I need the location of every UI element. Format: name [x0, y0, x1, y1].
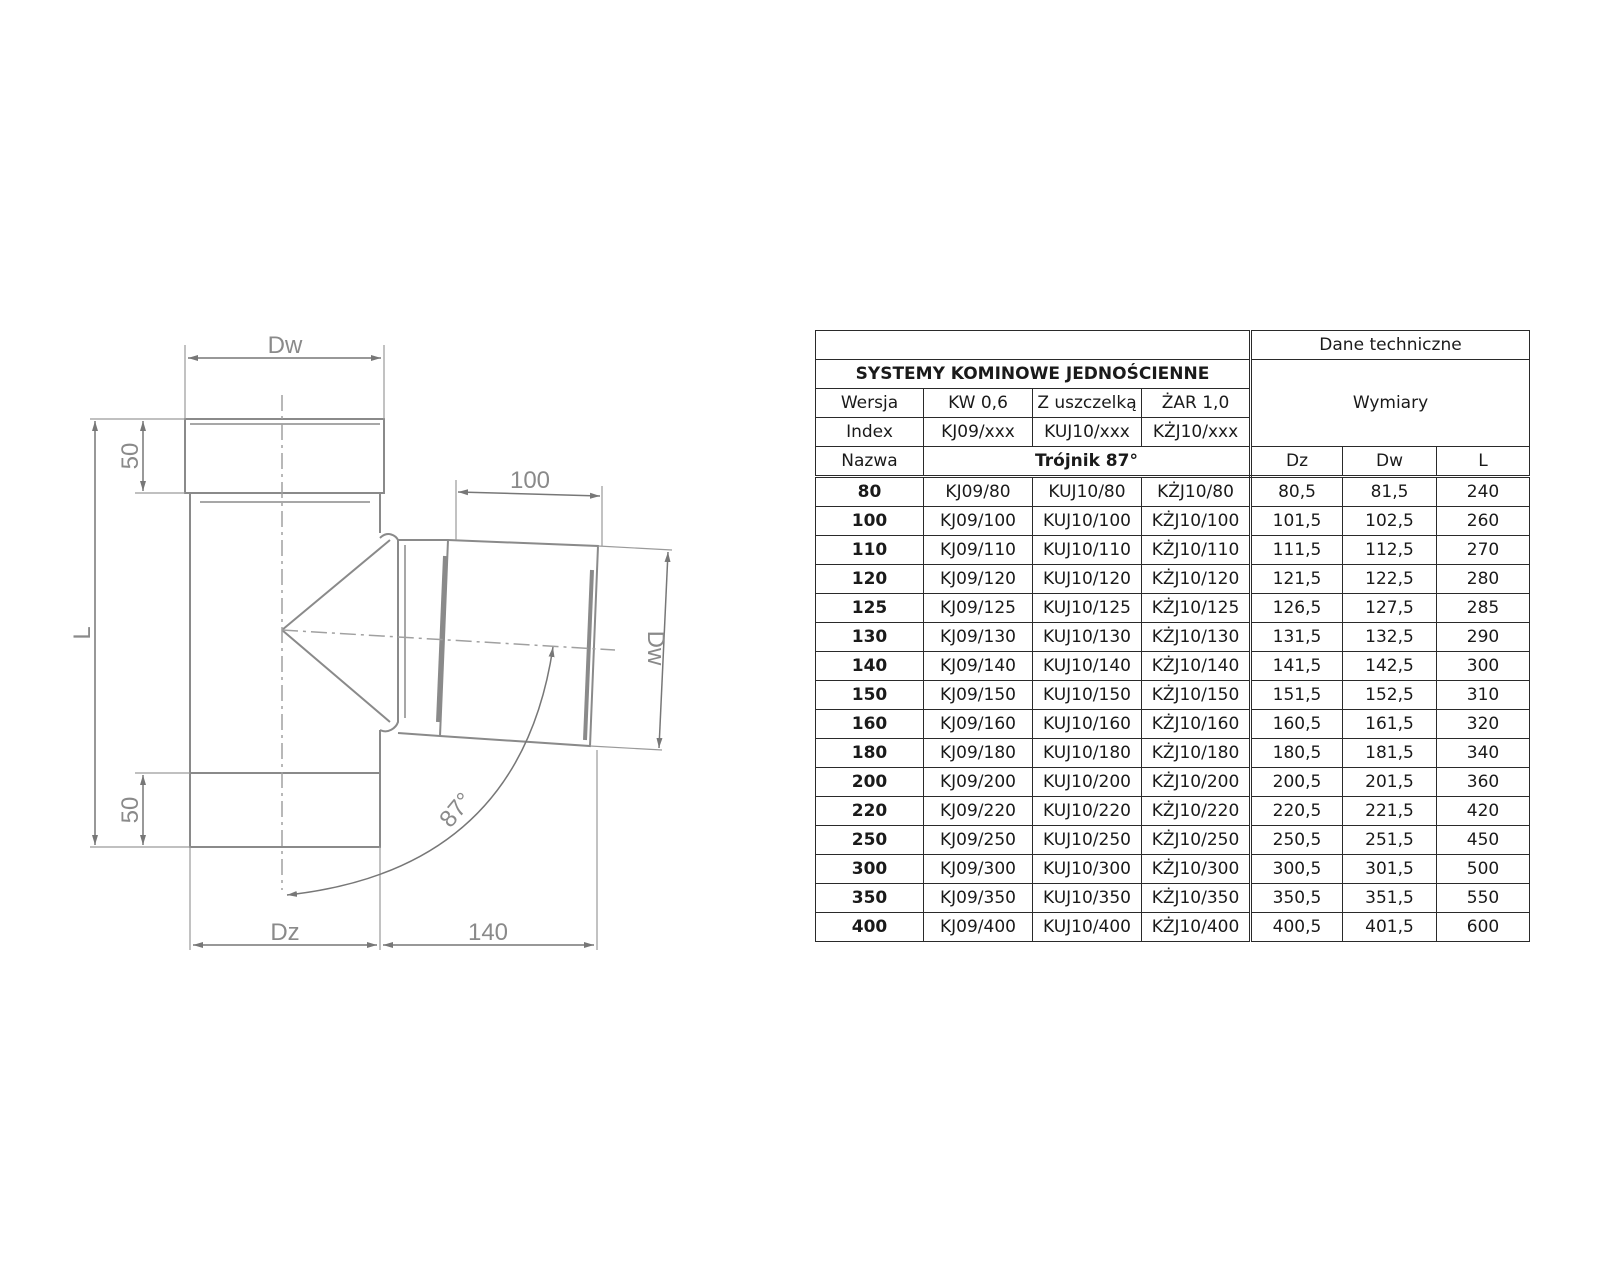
table-header-row [816, 360, 1530, 389]
label-branch-length: 100 [509, 467, 551, 494]
kj-index-cell: KJ09/180 [924, 739, 1033, 768]
dz-cell: 250,5 [1251, 826, 1343, 855]
name-label: Nazwa [816, 447, 924, 477]
version-cell: Z uszczelką [1033, 389, 1142, 418]
table-row [816, 536, 1530, 565]
dz-cell: 180,5 [1251, 739, 1343, 768]
size-cell: 100 [816, 507, 924, 536]
size-cell: 80 [816, 477, 924, 507]
kuj-index-cell: KUJ10/100 [1033, 507, 1142, 536]
length-cell: 310 [1437, 681, 1530, 710]
index-cell: KUJ10/xxx [1033, 418, 1142, 447]
dw-cell: 81,5 [1343, 477, 1437, 507]
dz-cell: 350,5 [1251, 884, 1343, 913]
bottom-section [190, 773, 380, 847]
kj-index-cell: KJ09/100 [924, 507, 1033, 536]
label-bottom-width: Dz [270, 919, 300, 946]
length-cell: 340 [1437, 739, 1530, 768]
dz-cell: 220,5 [1251, 797, 1343, 826]
table-row [816, 681, 1530, 710]
dz-cell: 80,5 [1251, 477, 1343, 507]
length-cell: 260 [1437, 507, 1530, 536]
table-row [816, 594, 1530, 623]
dw-cell: 122,5 [1343, 565, 1437, 594]
kj-index-cell: KJ09/120 [924, 565, 1033, 594]
kj-index-cell: KJ09/250 [924, 826, 1033, 855]
label-offset: 140 [467, 919, 509, 946]
kj-index-cell: KJ09/220 [924, 797, 1033, 826]
kuj-index-cell: KUJ10/110 [1033, 536, 1142, 565]
dz-cell: 111,5 [1251, 536, 1343, 565]
length-cell: 300 [1437, 652, 1530, 681]
dw-cell: 152,5 [1343, 681, 1437, 710]
kuj-index-cell: KUJ10/250 [1033, 826, 1142, 855]
branch-cone [282, 540, 390, 722]
dim-angle-arc [287, 647, 553, 895]
size-cell: 220 [816, 797, 924, 826]
kj-index-cell: KJ09/160 [924, 710, 1033, 739]
dw-cell: 201,5 [1343, 768, 1437, 797]
branch-centerline [282, 630, 615, 650]
dw-cell: 127,5 [1343, 594, 1437, 623]
label-angle: 87° [434, 787, 479, 833]
dz-cell: 131,5 [1251, 623, 1343, 652]
dz-cell: 101,5 [1251, 507, 1343, 536]
size-cell: 120 [816, 565, 924, 594]
kj-index-cell: KJ09/200 [924, 768, 1033, 797]
length-cell: 240 [1437, 477, 1530, 507]
version-cell: ŻAR 1,0 [1142, 389, 1251, 418]
kuj-index-cell: KUJ10/300 [1033, 855, 1142, 884]
dw-cell: 301,5 [1343, 855, 1437, 884]
dim-col-header: Dw [1343, 447, 1437, 477]
kzj-index-cell: KŻJ10/180 [1142, 739, 1251, 768]
dz-cell: 121,5 [1251, 565, 1343, 594]
name-row [816, 447, 1530, 477]
size-cell: 180 [816, 739, 924, 768]
size-cell: 125 [816, 594, 924, 623]
table-row [816, 623, 1530, 652]
length-cell: 500 [1437, 855, 1530, 884]
version-cell: KW 0,6 [924, 389, 1033, 418]
size-cell: 150 [816, 681, 924, 710]
table-header-row [816, 331, 1530, 360]
size-cell: 350 [816, 884, 924, 913]
dw-cell: 102,5 [1343, 507, 1437, 536]
kzj-index-cell: KŻJ10/160 [1142, 710, 1251, 739]
dw-cell: 251,5 [1343, 826, 1437, 855]
kuj-index-cell: KUJ10/80 [1033, 477, 1142, 507]
kzj-index-cell: KŻJ10/400 [1142, 913, 1251, 942]
kuj-index-cell: KUJ10/120 [1033, 565, 1142, 594]
table-row [816, 826, 1530, 855]
kj-index-cell: KJ09/125 [924, 594, 1033, 623]
dim-col-header: Dz [1251, 447, 1343, 477]
dw-cell: 112,5 [1343, 536, 1437, 565]
index-cell: KŻJ10/xxx [1142, 418, 1251, 447]
product-name: Trójnik 87° [924, 447, 1251, 477]
label-top-width: Dw [267, 332, 303, 359]
dw-cell: 132,5 [1343, 623, 1437, 652]
dw-cell: 142,5 [1343, 652, 1437, 681]
spec-table [815, 330, 1530, 942]
kzj-index-cell: KŻJ10/125 [1142, 594, 1251, 623]
length-cell: 360 [1437, 768, 1530, 797]
size-cell: 160 [816, 710, 924, 739]
dz-cell: 200,5 [1251, 768, 1343, 797]
kzj-index-cell: KŻJ10/130 [1142, 623, 1251, 652]
kzj-index-cell: KŻJ10/120 [1142, 565, 1251, 594]
size-cell: 250 [816, 826, 924, 855]
dz-cell: 151,5 [1251, 681, 1343, 710]
label-total-length: L [69, 626, 96, 640]
label-top-height: 50 [117, 442, 144, 470]
size-cell: 130 [816, 623, 924, 652]
table-row [816, 855, 1530, 884]
top-socket [185, 419, 384, 493]
kuj-index-cell: KUJ10/220 [1033, 797, 1142, 826]
kzj-index-cell: KŻJ10/200 [1142, 768, 1251, 797]
length-cell: 320 [1437, 710, 1530, 739]
dz-cell: 160,5 [1251, 710, 1343, 739]
dw-cell: 181,5 [1343, 739, 1437, 768]
dz-cell: 126,5 [1251, 594, 1343, 623]
kj-index-cell: KJ09/400 [924, 913, 1033, 942]
table-row [816, 710, 1530, 739]
kzj-index-cell: KŻJ10/350 [1142, 884, 1251, 913]
dw-cell: 221,5 [1343, 797, 1437, 826]
kzj-index-cell: KŻJ10/150 [1142, 681, 1251, 710]
label-bottom-height: 50 [117, 796, 144, 824]
kuj-index-cell: KUJ10/350 [1033, 884, 1142, 913]
kzj-index-cell: KŻJ10/250 [1142, 826, 1251, 855]
table-row [816, 884, 1530, 913]
kj-index-cell: KJ09/110 [924, 536, 1033, 565]
kzj-index-cell: KŻJ10/140 [1142, 652, 1251, 681]
kj-index-cell: KJ09/350 [924, 884, 1033, 913]
kuj-index-cell: KUJ10/150 [1033, 681, 1142, 710]
table-row [816, 565, 1530, 594]
dim-col-header: L [1437, 447, 1530, 477]
kuj-index-cell: KUJ10/140 [1033, 652, 1142, 681]
kj-index-cell: KJ09/300 [924, 855, 1033, 884]
size-cell: 400 [816, 913, 924, 942]
kuj-index-cell: KUJ10/400 [1033, 913, 1142, 942]
kj-index-cell: KJ09/150 [924, 681, 1033, 710]
index-label: Index [816, 418, 924, 447]
tech-data-header: Dane techniczne [1251, 331, 1530, 360]
kzj-index-cell: KŻJ10/100 [1142, 507, 1251, 536]
kj-index-cell: KJ09/80 [924, 477, 1033, 507]
kj-index-cell: KJ09/130 [924, 623, 1033, 652]
length-cell: 600 [1437, 913, 1530, 942]
length-cell: 550 [1437, 884, 1530, 913]
tee-technical-drawing [60, 300, 700, 980]
size-cell: 300 [816, 855, 924, 884]
dz-cell: 300,5 [1251, 855, 1343, 884]
dw-cell: 351,5 [1343, 884, 1437, 913]
length-cell: 270 [1437, 536, 1530, 565]
index-cell: KJ09/xxx [924, 418, 1033, 447]
kuj-index-cell: KUJ10/160 [1033, 710, 1142, 739]
branch-collar [380, 534, 398, 731]
label-branch-diameter: Dw [642, 630, 669, 666]
dw-cell: 161,5 [1343, 710, 1437, 739]
length-cell: 280 [1437, 565, 1530, 594]
dimensions-header: Wymiary [1251, 360, 1530, 447]
table-row [816, 477, 1530, 507]
kuj-index-cell: KUJ10/125 [1033, 594, 1142, 623]
table-row [816, 768, 1530, 797]
table-row [816, 507, 1530, 536]
kzj-index-cell: KŻJ10/110 [1142, 536, 1251, 565]
length-cell: 420 [1437, 797, 1530, 826]
size-cell: 140 [816, 652, 924, 681]
header-blank-cell [816, 331, 1251, 360]
table-row [816, 913, 1530, 942]
size-cell: 110 [816, 536, 924, 565]
kzj-index-cell: KŻJ10/80 [1142, 477, 1251, 507]
table-row [816, 739, 1530, 768]
system-title: SYSTEMY KOMINOWE JEDNOŚCIENNE [816, 360, 1251, 389]
length-cell: 285 [1437, 594, 1530, 623]
table-row [816, 797, 1530, 826]
kzj-index-cell: KŻJ10/220 [1142, 797, 1251, 826]
kj-index-cell: KJ09/140 [924, 652, 1033, 681]
spec-rows [816, 477, 1530, 942]
dz-cell: 400,5 [1251, 913, 1343, 942]
dz-cell: 141,5 [1251, 652, 1343, 681]
kuj-index-cell: KUJ10/200 [1033, 768, 1142, 797]
kuj-index-cell: KUJ10/180 [1033, 739, 1142, 768]
dw-cell: 401,5 [1343, 913, 1437, 942]
length-cell: 290 [1437, 623, 1530, 652]
kzj-index-cell: KŻJ10/300 [1142, 855, 1251, 884]
length-cell: 450 [1437, 826, 1530, 855]
size-cell: 200 [816, 768, 924, 797]
kuj-index-cell: KUJ10/130 [1033, 623, 1142, 652]
table-row [816, 652, 1530, 681]
version-label: Wersja [816, 389, 924, 418]
